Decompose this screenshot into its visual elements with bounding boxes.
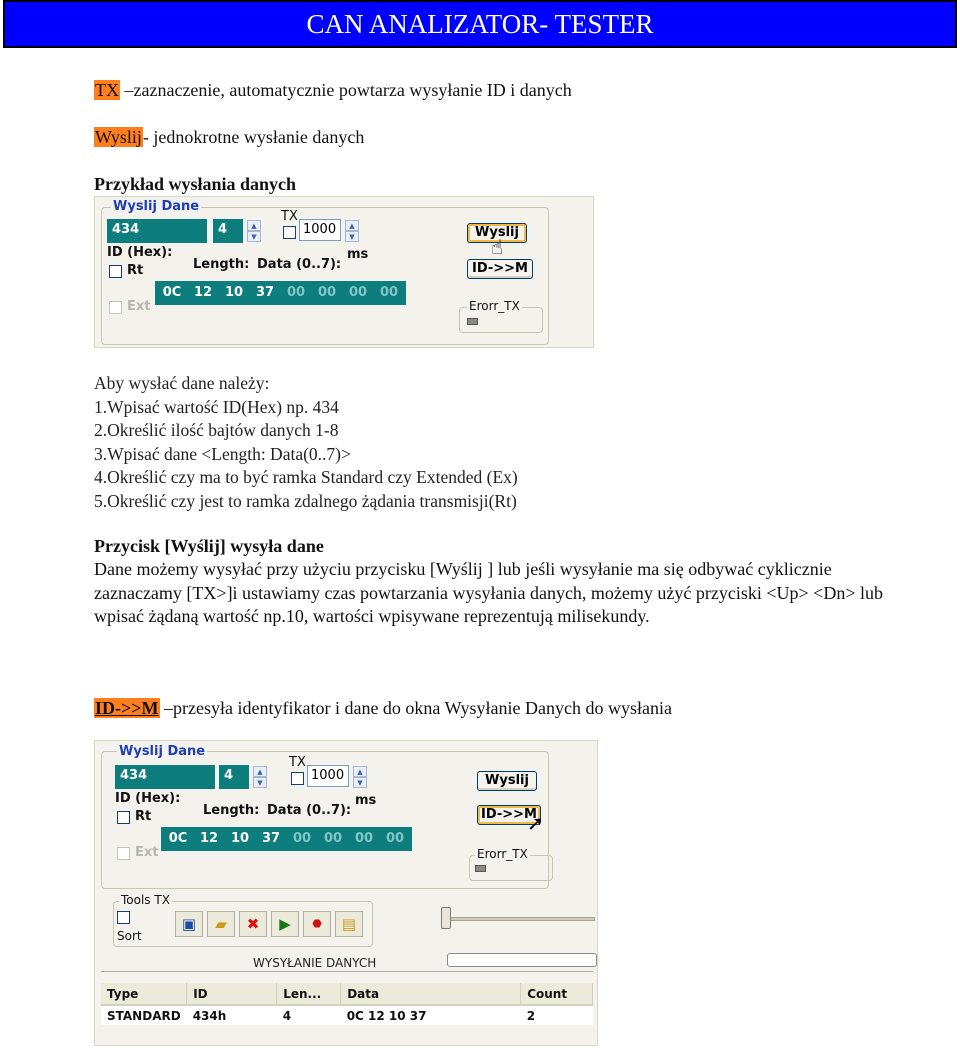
cell-type: STANDARD xyxy=(101,1005,187,1025)
sent-data-table xyxy=(101,983,593,1025)
data-byte-3[interactable]: 37 xyxy=(251,283,279,303)
ext-checkbox[interactable] xyxy=(117,847,130,860)
tx-checkbox[interactable] xyxy=(291,772,304,785)
delete-icon[interactable]: ✖ xyxy=(239,911,267,937)
step-item: 4.Określić czy ma to być ramka Standard czy Extended (Ex) xyxy=(94,467,518,487)
hand-cursor-icon: ☝ xyxy=(491,235,504,259)
page-title: CAN ANALIZATOR- TESTER xyxy=(3,0,957,48)
ext-checkbox[interactable] xyxy=(109,301,122,314)
send-section-title: Przycisk [Wyślij] wysyła dane xyxy=(94,536,324,556)
cell-id: 434h xyxy=(187,1005,277,1025)
rt-checkbox[interactable] xyxy=(117,811,130,824)
rt-label: Rt xyxy=(127,263,144,278)
rt-checkbox[interactable] xyxy=(109,265,122,278)
length-spinner[interactable] xyxy=(247,220,261,242)
error-group-title: Erorr_TX xyxy=(477,847,528,861)
send-button[interactable]: Wyslij xyxy=(477,771,537,791)
data-byte-4[interactable]: 00 xyxy=(288,829,316,849)
column-header-count[interactable]: Count xyxy=(521,983,593,1005)
data-byte-0[interactable]: 0C xyxy=(158,283,186,303)
ext-label: Ext xyxy=(127,299,151,314)
interval-spinner[interactable] xyxy=(353,766,367,788)
tx-text: –zaznaczenie, automatycznie powtarza wysyłanie ID i danych xyxy=(120,80,572,100)
steps-intro: Aby wysłać dane należy: xyxy=(94,373,270,393)
send-group-title: Wyslij Dane xyxy=(119,744,206,759)
interval-spinner[interactable] xyxy=(345,220,359,242)
steps-list xyxy=(94,372,518,513)
data-byte-2[interactable]: 10 xyxy=(226,829,254,849)
id-to-m-button[interactable]: ID->>M xyxy=(477,805,541,825)
cell-data: 0C 12 10 37 xyxy=(341,1005,521,1025)
tx-checkbox-label: TX xyxy=(281,209,298,224)
data-byte-1[interactable]: 12 xyxy=(195,829,223,849)
length-spinner[interactable] xyxy=(253,766,267,788)
progress-bar xyxy=(447,953,597,967)
idm-label: ID->>M xyxy=(95,698,159,718)
up-arrow-icon[interactable]: ▲ xyxy=(353,766,367,777)
data-byte-3[interactable]: 37 xyxy=(257,829,285,849)
id-hex-label: ID (Hex): xyxy=(107,245,173,260)
id-input[interactable]: 434 xyxy=(115,765,215,789)
idm-text: –przesyła identyfikator i dane do okna Wysyłanie Danych do wysłania xyxy=(159,698,672,718)
sending-data-title: WYSYŁANIE DANYCH xyxy=(253,956,377,970)
data-byte-0[interactable]: 0C xyxy=(164,829,192,849)
data-label: Data (0..7): xyxy=(267,803,352,818)
step-item: 1.Wpisać wartość ID(Hex) np. 434 xyxy=(94,396,339,417)
down-arrow-icon[interactable]: ▼ xyxy=(253,777,267,788)
data-byte-6[interactable]: 00 xyxy=(350,829,378,849)
cell-count: 2 xyxy=(521,1005,593,1025)
tx-checkbox[interactable] xyxy=(283,226,296,239)
example-title: Przykład wysłania danych xyxy=(94,174,297,194)
id-input[interactable]: 434 xyxy=(107,219,207,243)
stop-icon[interactable]: ⬣ xyxy=(303,911,331,937)
tx-label: TX xyxy=(95,80,119,100)
column-header-type[interactable]: Type xyxy=(101,983,187,1005)
send-group-title: Wyslij Dane xyxy=(113,199,200,214)
send-data-panel xyxy=(94,196,594,348)
send-data-panel-2 xyxy=(94,740,598,1046)
save-icon[interactable]: ▣ xyxy=(175,911,203,937)
data-byte-7[interactable]: 00 xyxy=(375,283,403,303)
wyslij-text: - jednokrotne wysłanie danych xyxy=(142,127,365,147)
send-section-body: Dane możemy wysyłać przy użyciu przycisku [Wyślij ] lub jeśli wysyłanie ma się odbywać cyklicznie zaznaczamy [TX>]i ustawiamy czas powtarzania wysyłania danych, możemy użyć przyciski <Up> <Dn> lub wpisać żądaną wartość np.10, wartości wpisywane reprezentują milisekundy. xyxy=(94,559,883,626)
send-button[interactable]: Wyslij xyxy=(467,223,527,243)
interval-input[interactable]: 1000 xyxy=(307,765,349,787)
up-arrow-icon[interactable]: ▲ xyxy=(253,766,267,777)
wyslij-label: Wyslij xyxy=(95,127,142,147)
length-label: Length: xyxy=(203,803,260,818)
table-row[interactable] xyxy=(101,1005,593,1025)
wyslij-description xyxy=(94,127,364,148)
ms-label: ms xyxy=(347,247,369,262)
tools-group-title: Tools TX xyxy=(121,893,170,907)
id-to-m-button[interactable]: ID->>M xyxy=(467,259,533,279)
up-arrow-icon[interactable]: ▲ xyxy=(345,220,359,231)
length-input[interactable]: 4 xyxy=(213,219,243,243)
ms-label: ms xyxy=(355,793,377,808)
down-arrow-icon[interactable]: ▼ xyxy=(345,231,359,242)
down-arrow-icon[interactable]: ▼ xyxy=(353,777,367,788)
step-item: 5.Określić czy jest to ramka zdalnego żądania transmisji(Rt) xyxy=(94,490,517,511)
slider-thumb[interactable] xyxy=(441,907,451,929)
error-led-icon xyxy=(467,318,478,325)
data-byte-2[interactable]: 10 xyxy=(220,283,248,303)
divider xyxy=(101,971,593,972)
step-item: 2.Określić ilość bajtów danych 1-8 xyxy=(94,420,339,440)
id-hex-label: ID (Hex): xyxy=(115,791,181,806)
clipboard-icon[interactable]: ▤ xyxy=(335,911,363,937)
slider-track[interactable] xyxy=(445,917,595,921)
data-label: Data (0..7): xyxy=(257,257,342,272)
data-byte-5[interactable]: 00 xyxy=(313,283,341,303)
length-label: Length: xyxy=(193,257,250,272)
up-arrow-icon[interactable]: ▲ xyxy=(247,220,261,231)
sort-checkbox[interactable] xyxy=(117,911,130,924)
data-byte-6[interactable]: 00 xyxy=(344,283,372,303)
column-header-data[interactable]: Data xyxy=(341,983,521,1005)
rt-label: Rt xyxy=(135,809,152,824)
data-bytes xyxy=(161,827,412,851)
data-byte-4[interactable]: 00 xyxy=(282,283,310,303)
folder-icon[interactable]: ▰ xyxy=(207,911,235,937)
column-header-len[interactable]: Len... xyxy=(277,983,341,1005)
data-byte-7[interactable]: 00 xyxy=(381,829,409,849)
arrow-cursor-icon: ➚ xyxy=(527,811,544,835)
error-group-title: Erorr_TX xyxy=(469,299,520,313)
ext-label: Ext xyxy=(135,845,159,860)
error-led-icon xyxy=(475,865,486,872)
column-header-id[interactable]: ID xyxy=(187,983,277,1005)
down-arrow-icon[interactable]: ▼ xyxy=(247,231,261,242)
cell-len: 4 xyxy=(277,1005,341,1025)
data-bytes xyxy=(155,281,406,305)
data-byte-1[interactable]: 12 xyxy=(189,283,217,303)
step-item: 3.Wpisać dane <Length: Data(0..7)> xyxy=(94,443,351,464)
idm-description xyxy=(94,698,672,719)
data-byte-5[interactable]: 00 xyxy=(319,829,347,849)
length-input[interactable]: 4 xyxy=(219,765,249,789)
interval-input[interactable]: 1000 xyxy=(299,219,341,241)
sort-label: Sort xyxy=(117,929,142,943)
tx-description xyxy=(94,80,572,101)
tx-checkbox-label: TX xyxy=(289,755,306,770)
table-header-row xyxy=(101,983,593,1005)
play-icon[interactable]: ▶ xyxy=(271,911,299,937)
